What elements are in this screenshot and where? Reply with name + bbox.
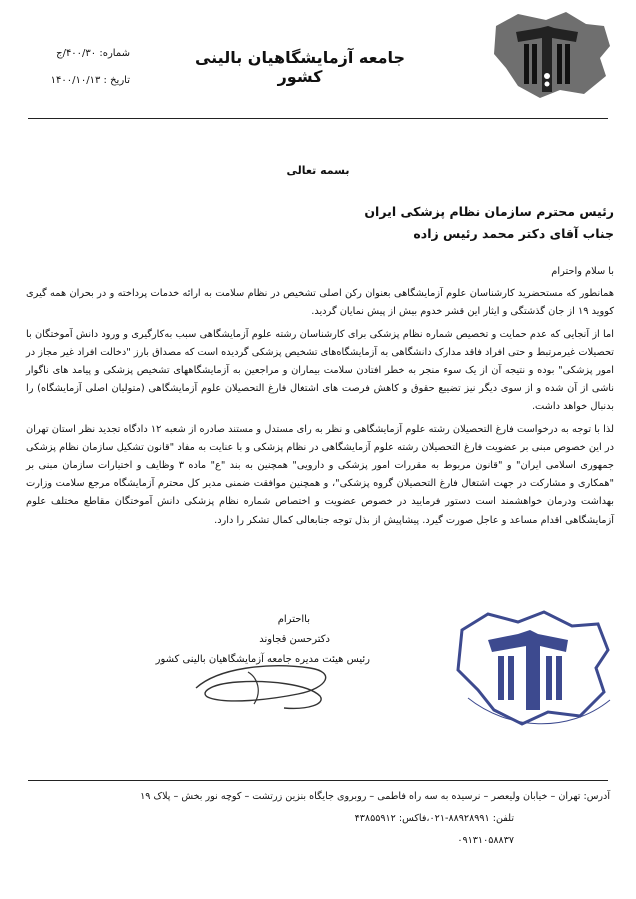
footer-address: آدرس: تهران – خیابان ولیعصر – نرسیده به سه راه فاطمی – روبروی جایگاه بنزین زرتشت – کوچه نور بخش – پلاک ۱۹ [140,791,610,802]
letter-number: شماره: ۴۰۰/۳۰/ج [56,48,130,59]
closing-regards: بااحترام [277,614,310,625]
recipient-name: جناب آقای دکتر محمد رئیس زاده [413,226,614,241]
association-logo-icon [488,6,616,106]
organization-title: جامعه آزمایشگاهیان بالینی کشور [194,48,406,86]
footer-phone-fax: تلفن: ۸۸۹۲۸۹۹۱-۰۲۱،فاکس: ۴۳۸۵۵۹۱۲ [354,813,514,824]
footer-mobile: ۰۹۱۳۱۰۵۸۸۳۷ [457,835,514,846]
stamp-seal-icon [448,600,618,740]
body-paragraph-2: اما از آنجایی که عدم حمایت و تخصیص شماره نظام پزشکی برای کارشناسان رشته علوم آزمایشگاهی سبب به‌کارگیری و ورود دانش آموختگان با تحصیلات غیرمرتبط و حتی افراد فاقد مدارک دانشگاهی به آزمایشگاه‌های تشخیص پزشکی گردیده است که مصداق بارز "دخالت افراد غیر مجاز در امور پزشکی" بوده و نتیجه آن از یک سوء منجر به خطر افتادن سلامت بیماران و مراجعین به آزمایشگاههای تشخیص پزشکی و پیامد های ناگوار ناشی از آن شده و از سوی دیگر نیز تضییع حقوق و کاهش فرصت های اشتغال فارغ التحصیلان علوم آزمایشگاهی (متولیان اصلی آزمایشگاه) را بدنبال خواهد داشت. [26,328,614,413]
recipient-title: رئیس محترم سازمان نظام پزشکی ایران [364,204,614,219]
salutation: بسمه تعالی [286,164,350,177]
header-divider [28,118,608,119]
greeting: با سلام واحترام [551,266,614,277]
signatory-name: دکترحسن قجاوند [259,634,330,645]
footer-contact [90,786,610,852]
signatory-title: رئیس هیئت مدیره جامعه آزمایشگاهیان بالینی کشور [155,654,370,665]
letter-date: تاریخ : ۱۴۰۰/۱۰/۱۳ [50,75,130,86]
handwritten-signature-icon [188,658,338,716]
footer-divider [28,780,608,781]
body-paragraph-3: لذا با توجه به درخواست فارغ التحصیلان رشته علوم آزمایشگاهی و نظر به رای مستدل و مستند صادره از شعبه ۱۲ دادگاه تجدید نظر استان تهران در این خصوص مبنی بر عضویت فارغ التحصیلان رشته علوم آزمایشگاهی در نظام پزشکی و با عنایت به مفاد "قانون تشکیل سازمان نظام پزشکی جمهوری اسلامی ایران" و "قانون مربوط به مقررات امور پزشکی و دارویی" همچنین به بند "ع" ماده ۳ وظایف و اختیارات سازمان مبنی بر "همکاری و مشارکت در جهت اشتغال فارغ التحصیلان گروه پزشکی"، و همچنین موافقت ضمنی مدیر کل محترم آزمایشگاه مرجع سلامت وزارت بهداشت ودرمان خواهشمند است دستور فرمایید در خصوص عضویت و اختصاص شماره نظام پزشکی دانش آموختگان مقاطع مختلف علوم آزمایشگاهی اقدام مساعد و عاجل صورت گیرد. پیشاپیش از بذل توجه جنابعالی کمال تشکر را دارد. [26,423,614,526]
body-paragraph-1: همانطور که مستحضرید کارشناسان علوم آزمایشگاهی بعنوان رکن اصلی تشخیص در نظام سلامت به ارائه خدمات پرداخته و در بحران همه گیری کووید ۱۹ از جان گذشتگی و ایثار این قشر خدوم بیش از پیش نمایان گردید. [26,288,614,318]
letter-meta [20,40,130,94]
letter-body [26,263,614,534]
recipient-block [254,201,614,245]
